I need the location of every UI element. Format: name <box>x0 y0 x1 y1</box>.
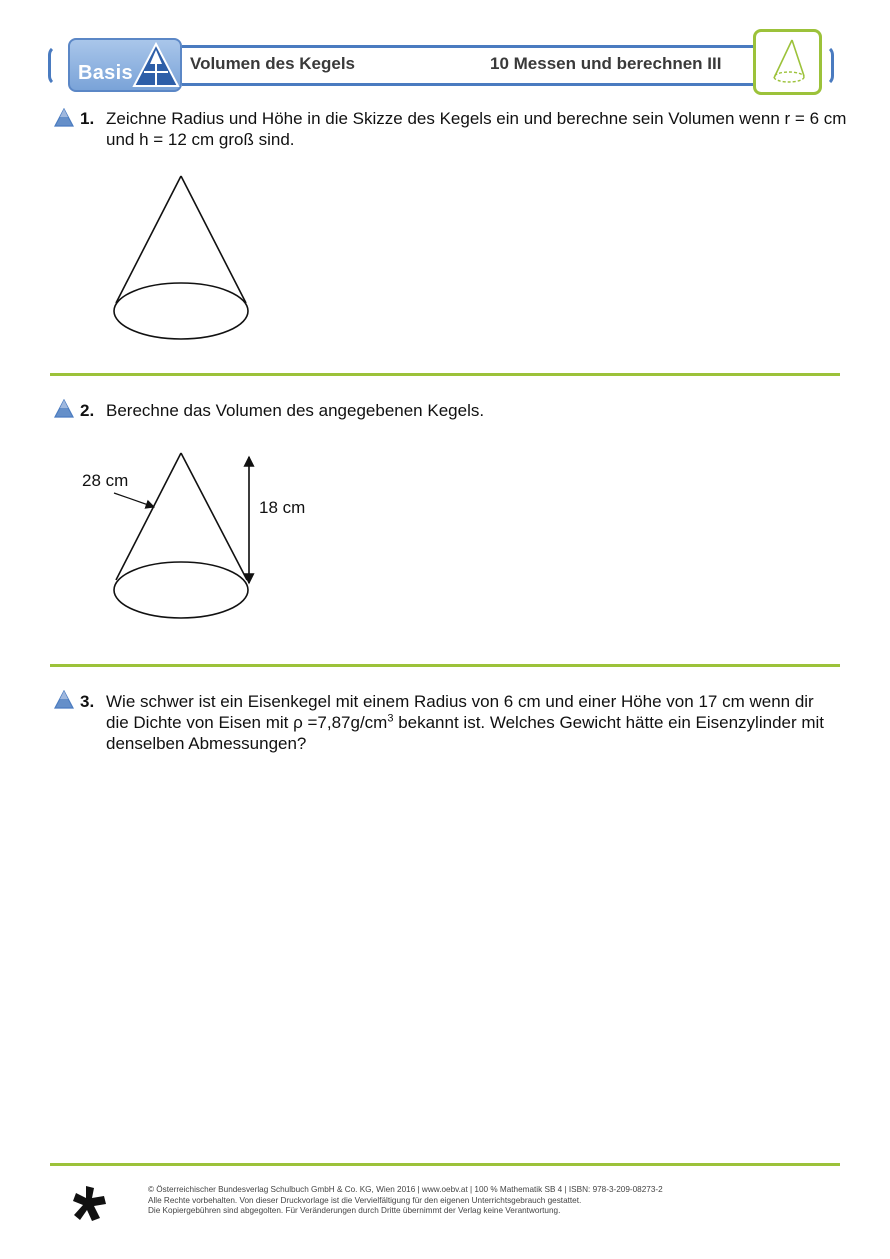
level-basic-icon <box>54 108 74 128</box>
slant-height-label: 28 cm <box>82 471 129 490</box>
task-3-number: 3. <box>80 692 95 711</box>
basis-label: Basis <box>78 62 133 84</box>
header-top-rule <box>182 45 754 48</box>
task-1-number: 1. <box>80 109 95 128</box>
footer-line-3: Die Kopiergebühren sind abgegolten. Für Veränderungen durch Dritte übernimmt der Verlag keine Verantwortung. <box>148 1206 561 1215</box>
level-basic-icon <box>54 690 74 710</box>
task-1-text: Zeichne Radius und Höhe in die Skizze des Kegels ein und berechne sein Volumen wenn r = 6 cm und h = 12 cm groß sind. <box>106 109 847 149</box>
footer-line-1: © Österreichischer Bundesverlag Schulbuch GmbH & Co. KG, Wien 2016 | www.oebv.at | 100 % Mathematik SB 4 | ISBN: 978-3-209-08273-2 <box>148 1185 663 1194</box>
level-basic-icon <box>54 399 74 419</box>
task-2-number: 2. <box>80 401 95 420</box>
pyramid-level-icon <box>132 42 180 88</box>
task-3-superscript: 3 <box>387 712 394 725</box>
height-label: 18 cm <box>259 498 306 517</box>
basis-badge <box>68 38 182 92</box>
separator-2 <box>50 664 840 667</box>
task-3-text-part2: bekannt ist. Welches Gewicht hätte ein Eisenzylinder mit denselben Abmessungen? <box>106 713 825 753</box>
cone-thumbnail <box>753 29 822 95</box>
footer-line-2: Alle Rechte vorbehalten. Von dieser Druckvorlage ist die Vervielfältigung für den eigenen Unterrichtsgebrauch gestattet. <box>148 1195 582 1205</box>
footer-separator <box>50 1163 840 1166</box>
task-3-text-part1: Wie schwer ist ein Eisenkegel mit einem Radius von 6 cm und einer Höhe von 17 cm wenn dir die Dichte von Eisen mit ρ =7,87g/cm <box>106 692 814 732</box>
chapter-title: 10 Messen und berechnen III <box>490 54 722 73</box>
task-3-text <box>106 691 836 754</box>
footer-copyright <box>148 1185 663 1217</box>
cone-sketch-1 <box>108 170 258 345</box>
cone-icon <box>756 32 819 92</box>
separator-1 <box>50 373 840 376</box>
header-bottom-rule <box>182 83 754 86</box>
task-2-text: Berechne das Volumen des angegebenen Kegels. <box>106 401 485 420</box>
publisher-logo-icon <box>72 1184 108 1222</box>
worksheet-title: Volumen des Kegels <box>190 54 356 73</box>
